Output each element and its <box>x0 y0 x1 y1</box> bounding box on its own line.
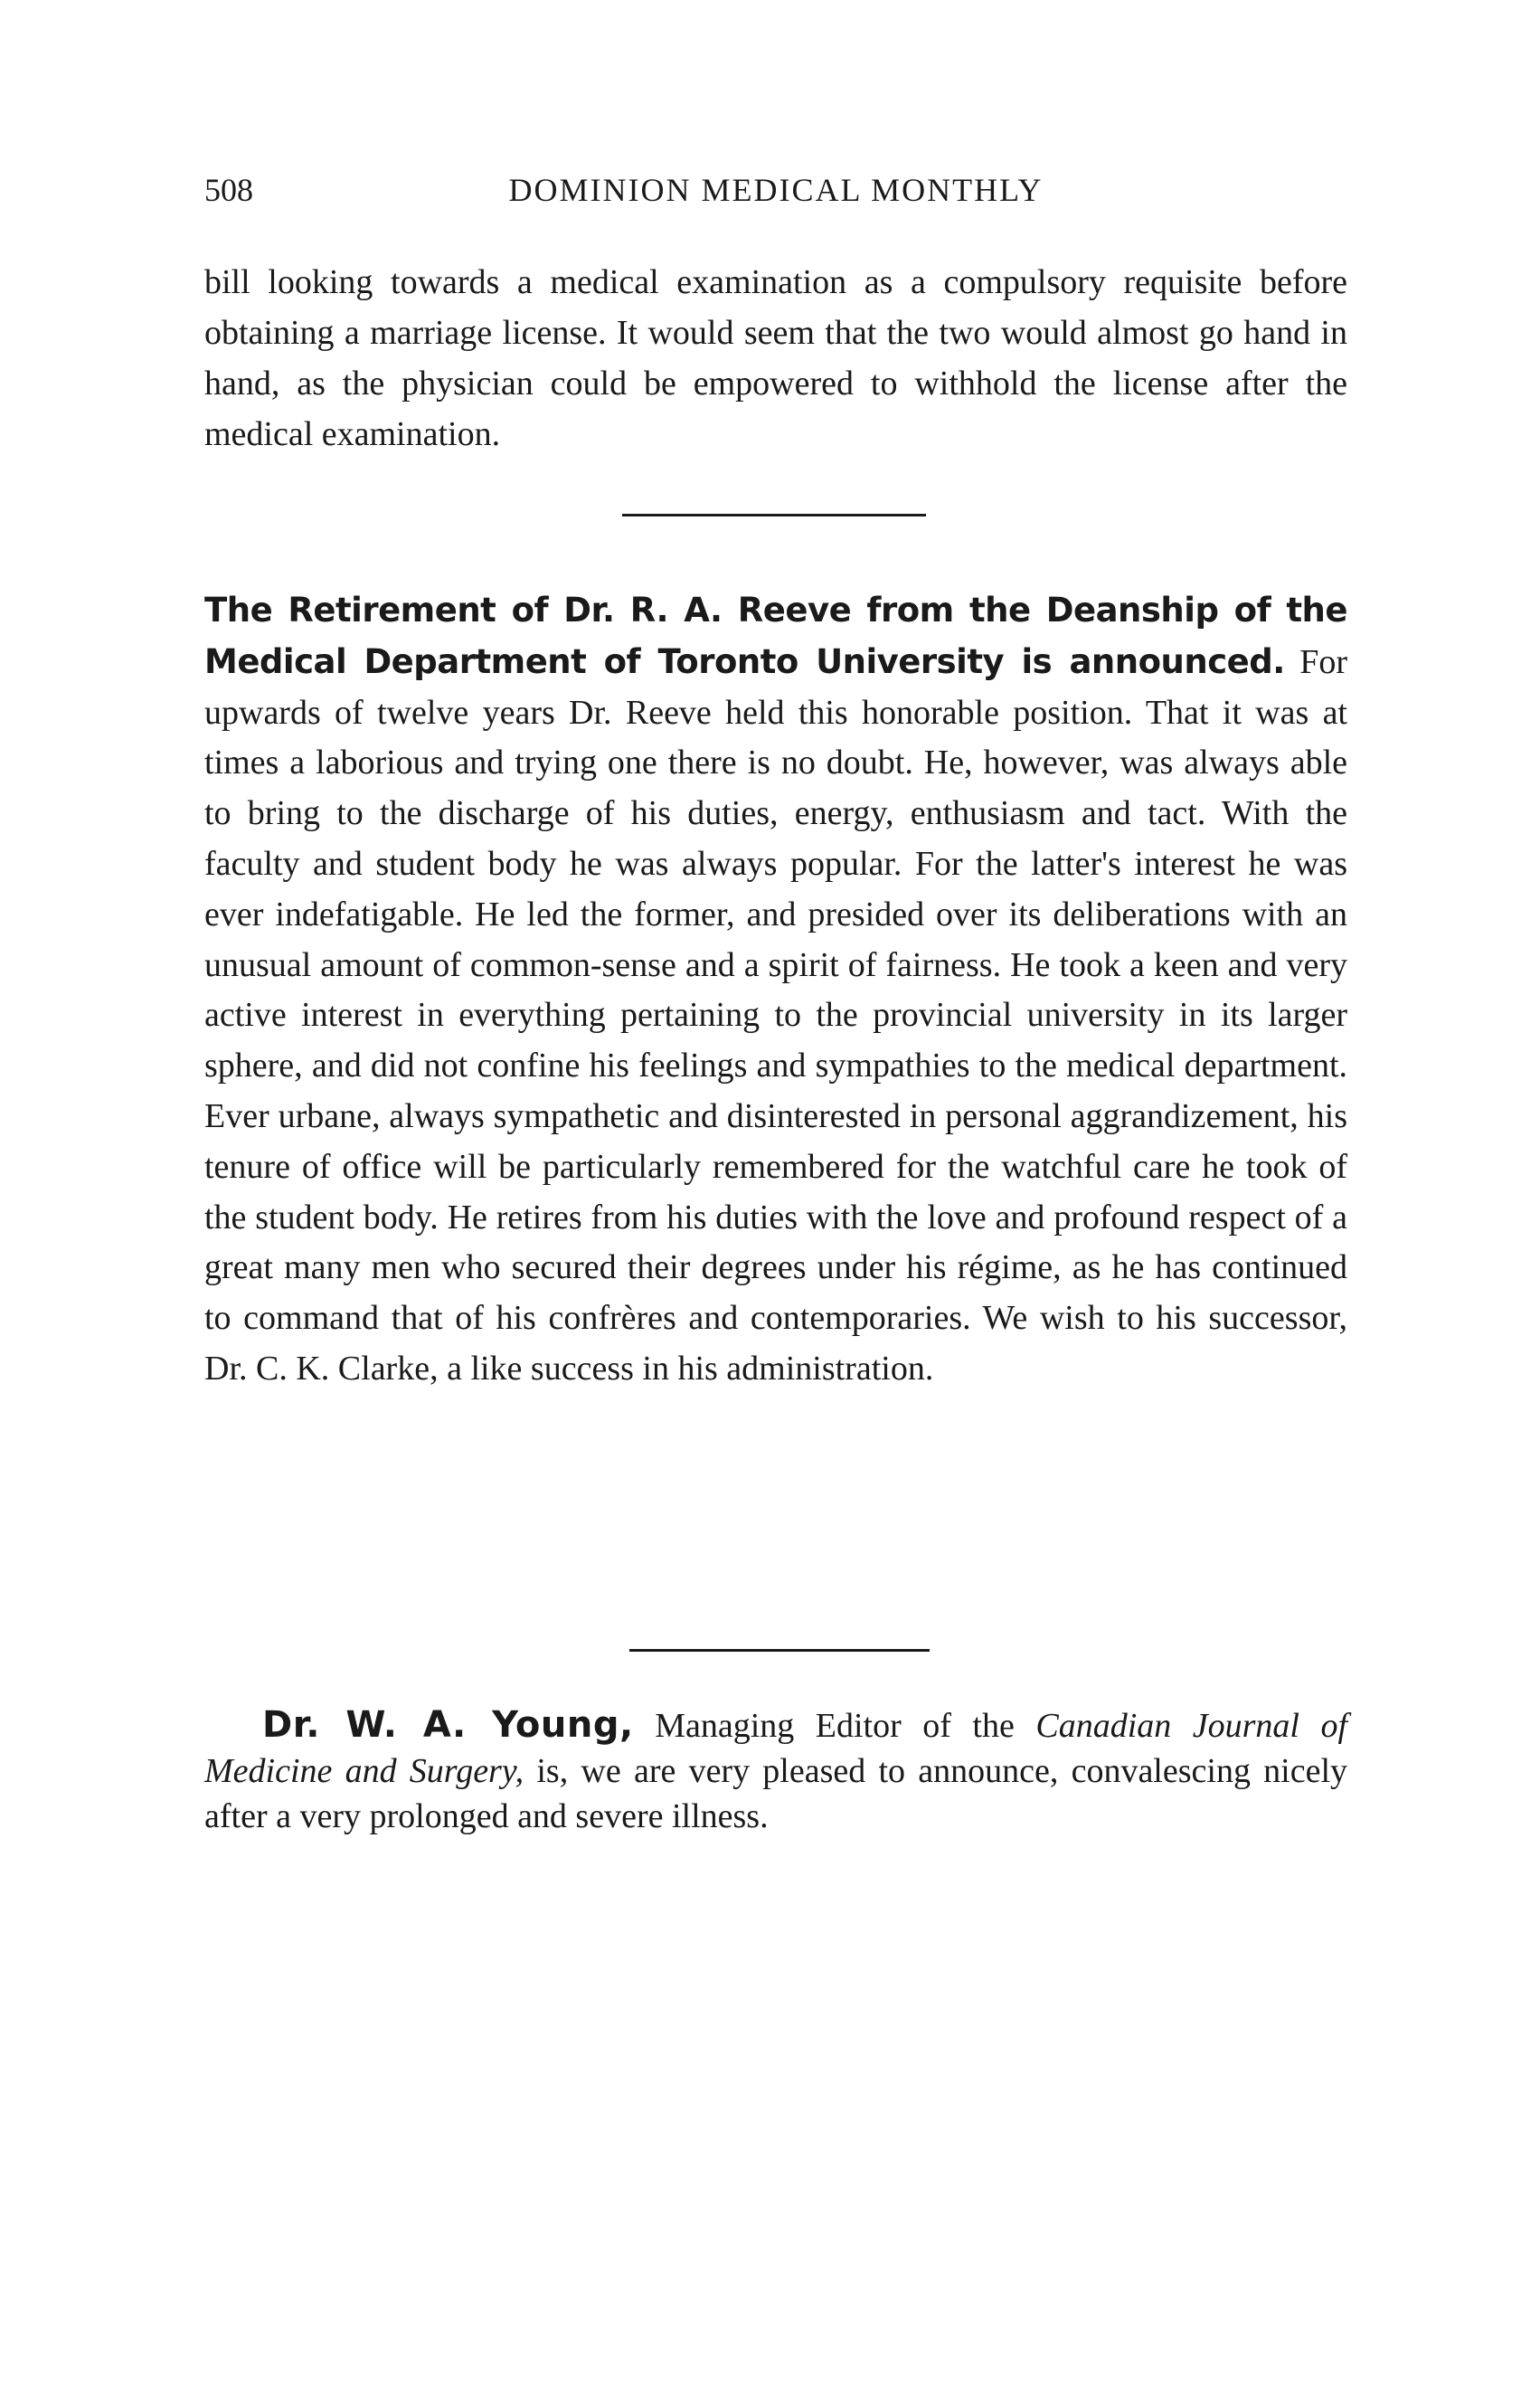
article-lead-name: Dr. W. A. Young, <box>262 1704 634 1746</box>
article-paragraph: bill looking towards a medical examination as a compulsory requisite before obtaining a marriage license. It would seem that the two would almost go hand in hand, as the physician could be empowered to withhold the license after the medical examination. <box>204 263 1347 453</box>
page-number: 508 <box>204 172 253 208</box>
article-heading: The Retirement of Dr. R. A. Reeve from the Deanship of the Medical Department of Toronto University is announced. <box>204 591 1347 681</box>
article-reeve-retirement <box>204 585 1347 1395</box>
page-header <box>204 170 1347 224</box>
article-young-illness <box>204 1702 1347 1839</box>
running-title: DOMINION MEDICAL MONTHLY <box>508 172 1044 208</box>
section-divider <box>629 1649 930 1652</box>
article-text: is, we are very pleased to announce, convalescing nicely after a very prolonged and severe illness. <box>204 1752 1348 1835</box>
article-text: Managing Editor of the <box>655 1707 1015 1745</box>
article-paragraph: For upwards of twelve years Dr. Reeve held this honorable position. That it was at times a laborious and trying one there is no doubt. He, however, was always able to bring to the discharge of his duties, energy, enthusiasm and tact. With the faculty and student body he was always popular. For the latter's interest he was ever indefatigable. He led the former, and presided over its deliberations with an unusual amount of common-sense and a spirit of fairness. He took a keen and very active interest in everything pertaining to the provincial university in its larger sphere, and did not confine his feelings and sympathies to the medical department. Ever urbane, always sympathetic and disinterested in personal aggrandizement, his tenure of office will be particularly remembered for the watchful care he took of the student body. He retires from his duties with the love and profound respect of a great many men who secured their degrees under his régime, as he has continued to command that of his confrères and contemporaries. We wish to his successor, Dr. C. K. Clarke, a like success in his administration. <box>204 642 1347 1388</box>
article-marriage-license <box>204 257 1347 460</box>
section-divider <box>622 514 926 516</box>
journal-title: Canadian Journal of Medicine and Surgery, <box>204 1707 1348 1790</box>
